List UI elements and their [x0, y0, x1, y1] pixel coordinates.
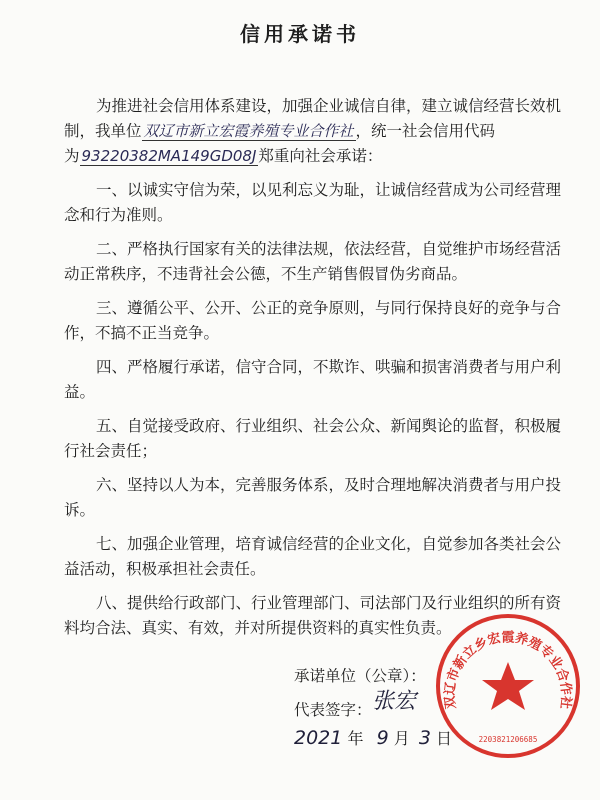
intro-line-1: 为推进社会信用体系建设，加强企业诚信自律，建立诚信经营长效机	[96, 97, 562, 115]
official-seal	[432, 610, 584, 762]
clause-2-line-2: 动正常秩序，不违背社会公德，不生产销售假冒伪劣商品。	[64, 265, 468, 283]
clause-5-line-2: 行社会责任；	[64, 442, 158, 460]
intro-line-3-prefix: 为	[64, 147, 80, 165]
seal-text-path: 双辽市新立乡宏霞养殖专业合作社	[442, 630, 574, 710]
date-month-label: 月	[393, 729, 410, 748]
clause-1-line-2: 念和行为准则。	[64, 206, 173, 224]
clause-1-line-1: 一、以诚实守信为荣，以见利忘义为耻，让诚信经营成为公司经营理	[96, 181, 562, 199]
clause-7-line-2: 益活动，积极承担社会责任。	[64, 560, 266, 578]
seal-star-icon	[482, 662, 534, 710]
clause-5-line-1: 五、自觉接受政府、行业组织、社会公众、新闻舆论的监督，积极履	[96, 417, 562, 435]
commitment-unit-label: 承诺单位（公章）：	[294, 667, 426, 685]
clause-2-line-1: 二、严格执行国家有关的法律法规，依法经营，自觉维护市场经营活	[96, 240, 562, 258]
intro-line-3	[64, 146, 382, 166]
date-year: 2021	[294, 727, 343, 749]
clause-8-line-1: 八、提供给行政部门、行业管理部门、司法部门及行业组织的所有资	[96, 594, 562, 612]
page-title: 信用承诺书	[240, 22, 360, 46]
clause-7-line-1: 七、加强企业管理，培育诚信经营的企业文化，自觉参加各类社会公	[96, 535, 562, 553]
clause-8-line-2: 料均合法、真实、有效，并对所提供资料的真实性负责。	[64, 619, 452, 637]
credit-code-handwritten: 93220382MA149GD08J	[81, 147, 257, 165]
clause-3-line-2: 作，不搞不正当竞争。	[64, 324, 220, 342]
clause-6-line-1: 六、坚持以人为本，完善服务体系，及时合理地解决消费者与用户投	[96, 476, 562, 494]
representative-signature: 张宏	[372, 689, 417, 714]
signing-date	[294, 726, 452, 749]
clause-4-line-1: 四、严格履行承诺，信守合同，不欺诈、哄骗和损害消费者与用户利	[96, 358, 562, 376]
clause-6-line-2: 诉。	[64, 501, 96, 519]
unit-name-handwritten: 双辽市新立宏霞养殖专业合作社	[143, 122, 354, 140]
intro-line-2-prefix: 制，我单位	[64, 122, 142, 140]
clause-3-line-1: 三、遵循公平、公开、公正的竞争原则，与同行保持良好的竞争与合	[96, 299, 562, 317]
intro-line-2	[64, 121, 495, 141]
clause-4-line-2: 益。	[64, 383, 96, 401]
intro-line-2-suffix: ，统一社会信用代码	[355, 122, 496, 140]
date-year-label: 年	[347, 729, 364, 748]
date-day-label: 日	[436, 729, 453, 748]
intro-line-3-suffix: 郑重向社会承诺：	[258, 147, 383, 165]
representative-label: 代表签字：	[294, 701, 372, 719]
date-month: 9	[376, 727, 389, 749]
seal-number: 2203821206685	[478, 735, 538, 744]
date-day: 3	[418, 727, 431, 749]
